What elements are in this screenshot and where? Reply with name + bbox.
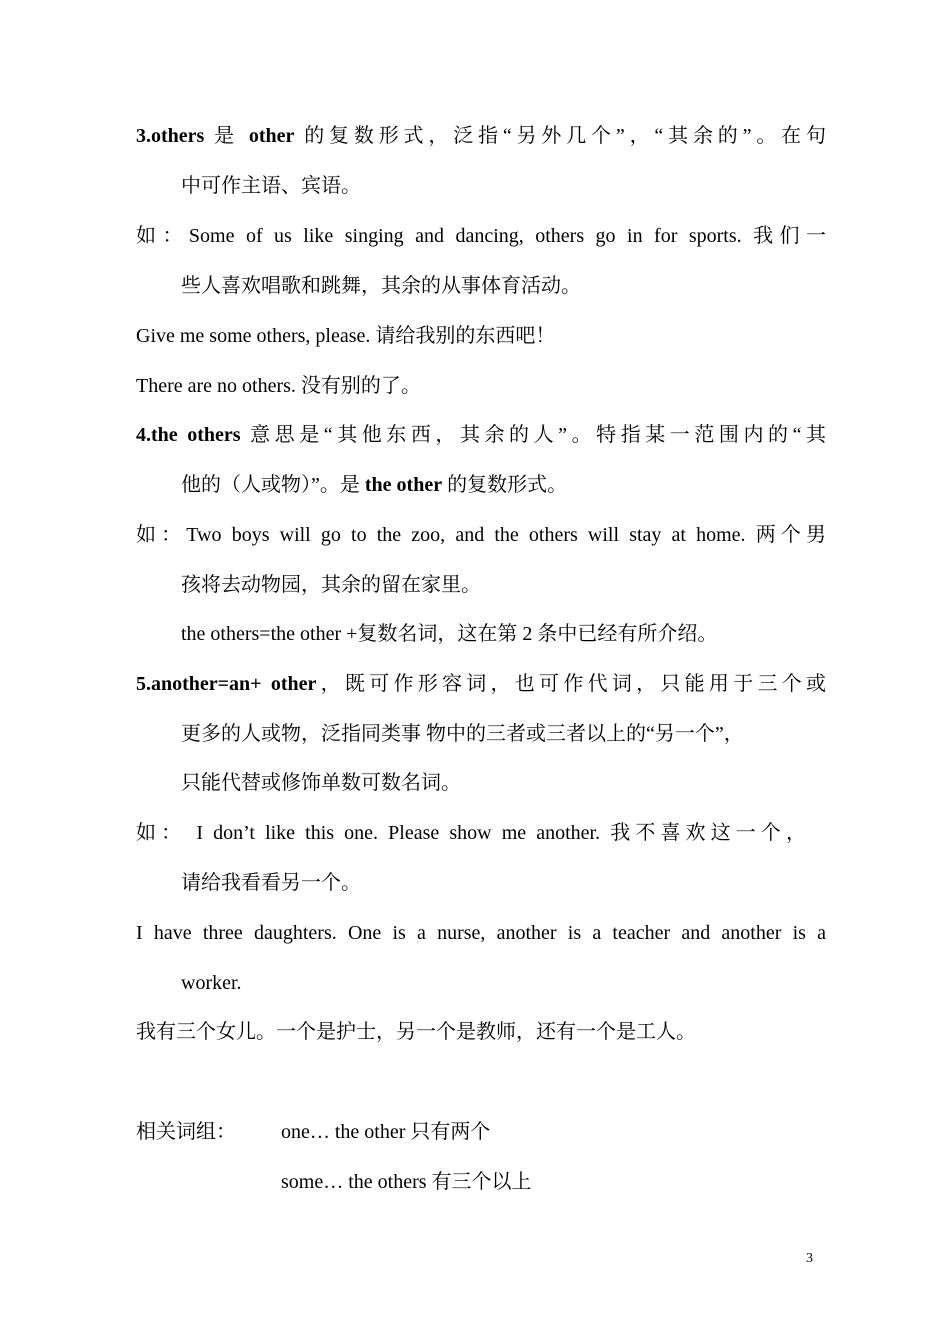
text: 意思是“其他东西，其余的人”。特指某一范围内的“其 (240, 424, 826, 446)
term-others: 3.others (136, 125, 205, 147)
text: 是 (204, 125, 249, 147)
term-other: other (248, 125, 295, 147)
section-5-continuation-2: 只能代替或修饰单数可数名词。 (181, 772, 461, 794)
section-5-continuation-1: 更多的人或物，泛指同类事 物中的三者或三者以上的“另一个”， (181, 723, 744, 745)
page-number: 3 (806, 1251, 813, 1266)
example-5b: I have three daughters. One is a nurse, another is a teacher and another is a (136, 922, 826, 944)
text: 的复数形式，泛指“另外几个”，“其余的”。在句 (294, 125, 826, 147)
term-the-others: 4.the others (136, 424, 241, 446)
text: 的复数形式。 (442, 474, 568, 496)
example-5b-continuation: worker. (181, 972, 242, 994)
text: ，既可作形容词，也可作代词，只能用于三个或 (316, 673, 826, 695)
example-3a: 如：Some of us like singing and dancing, others go in for sports. 我们一 (136, 225, 826, 247)
example-5a: 如： I don’t like this one. Please show me another. 我不喜欢这一个， (136, 822, 806, 844)
related-phrases-label: 相关词组： (136, 1121, 236, 1143)
example-4: 如：Two boys will go to the zoo, and the others will stay at home. 两个男 (136, 524, 826, 546)
example-5c: 我有三个女儿。一个是护士，另一个是教师，还有一个是工人。 (136, 1021, 696, 1043)
text: 他的（人或物）”。是 (181, 474, 365, 496)
example-4-continuation: 孩将去动物园，其余的留在家里。 (181, 574, 481, 596)
related-phrase-2: some… the others 有三个以上 (281, 1171, 532, 1193)
section-5-heading (136, 672, 826, 696)
term-another: 5.another=an+ other (136, 673, 317, 695)
section-4-heading (136, 423, 826, 447)
term-the-other: the other (364, 474, 443, 496)
related-phrase-1: one… the other 只有两个 (281, 1121, 491, 1143)
example-3b: Give me some others, please. 请给我别的东西吧！ (136, 325, 556, 347)
example-3c: There are no others. 没有别的了。 (136, 375, 421, 397)
section-3-heading (136, 124, 826, 148)
example-4-note: the others=the other +复数名词，这在第 2 条中已经有所介绍。 (181, 623, 718, 645)
example-3a-continuation: 些人喜欢唱歌和跳舞，其余的从事体育活动。 (181, 275, 581, 297)
section-4-continuation (181, 473, 871, 497)
section-3-continuation: 中可作主语、宾语。 (181, 175, 361, 197)
example-5a-continuation: 请给我看看另一个。 (181, 872, 361, 894)
